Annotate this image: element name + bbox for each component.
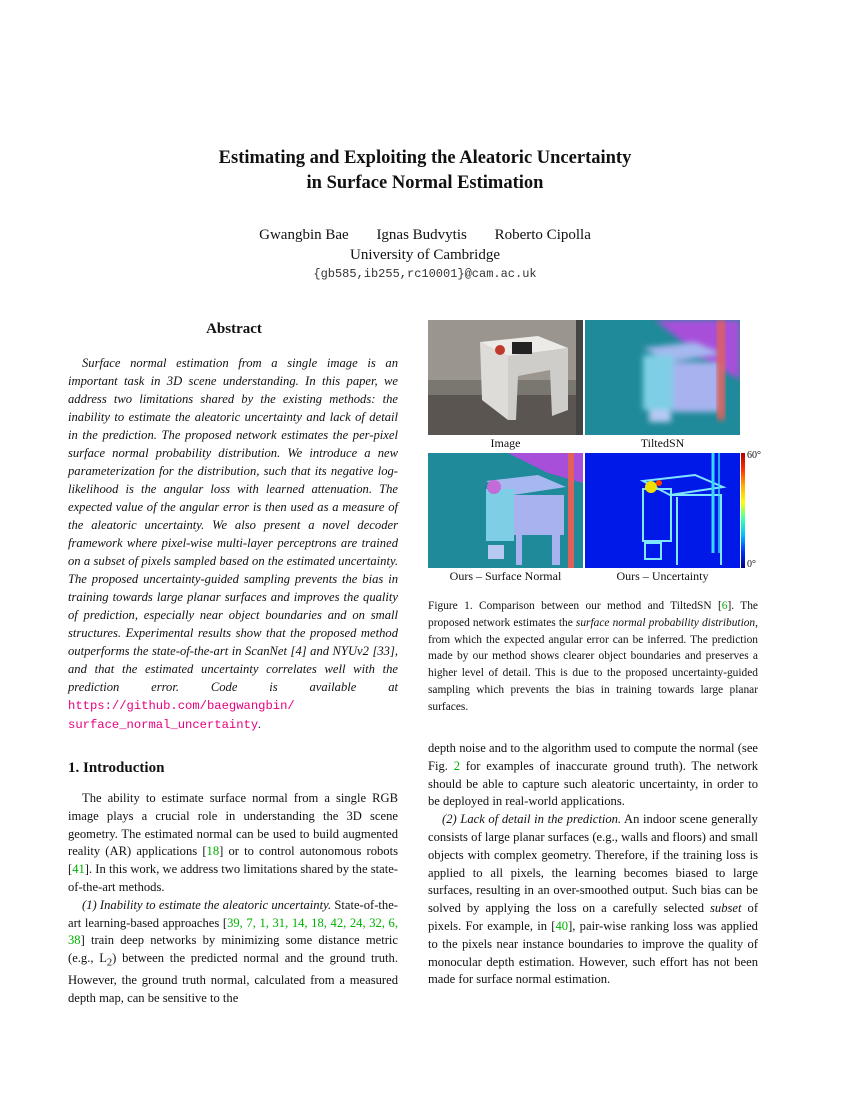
author-1: Gwangbin Bae [259, 227, 349, 243]
intro-p2-a: State-of-the-art learning-based approaches [ [68, 897, 399, 930]
caption-part-b: ]. The proposed network estimates the [428, 600, 758, 629]
author-list [0, 225, 850, 245]
author-emails: {gb585,ib255,rc10001}@cam.ac.uk [313, 267, 537, 281]
code-link-1[interactable]: https://github.com/baegwangbin/ [68, 699, 295, 713]
col2-paragraph-1 [428, 740, 758, 811]
col2-p1-b: for examples of inaccurate ground truth). The network should be able to capture such aleatoric uncertainty, in order to be deployed in real-world applications. [428, 758, 758, 809]
intro-p2-b: ] train deep networks by minimizing some distance metric (e.g., L [68, 933, 398, 966]
colorbar-min-label: 0° [747, 559, 756, 570]
intro-p2-c: ) between the predicted normal and the ground truth. However, the ground truth normal, calculated from a measured depth map, can be sensitive to the [68, 951, 398, 1006]
intro-p1-b: ] or to control autonomous robots [ [68, 844, 398, 877]
paper-title [0, 146, 850, 196]
ours-uncertainty-panel [585, 453, 740, 568]
author-2: Ignas Budvytis [376, 227, 467, 243]
caption-emphasis: surface normal probability distribution [575, 616, 756, 629]
intro-column-left [68, 790, 398, 1008]
col2-p2-c: ], pair-wise ranking loss was applied to the pixels near instance boundaries to improve the quality of monocular depth estimation. However, such effort has not been made for surface normal estimation. [428, 918, 758, 987]
intro-p2-emphasis: (1) Inability to estimate the aleatoric uncertainty. [82, 897, 332, 912]
abstract-heading: Abstract [206, 321, 262, 337]
col2-paragraph-2 [428, 811, 758, 989]
rgb-photo-illustration [428, 320, 583, 435]
col2-p2-a: An indoor scene generally consists of large planar surfaces (e.g., walls and floors) and small objects with complex geometry. Therefore, if the training loss is applied to all pixels, the learning becomes biased to large surfaces, resulting in an over-smoothed output. Such bias can be solved by applying the loss on a carefully selected [428, 812, 758, 916]
section-1-heading: 1. Introduction [68, 760, 165, 776]
author-3: Roberto Cipolla [494, 227, 591, 243]
citation-18[interactable]: 18 [206, 844, 220, 859]
affiliation: University of Cambridge [350, 247, 500, 263]
abstract-end: . [258, 717, 262, 731]
citation-40[interactable]: 40 [555, 918, 569, 933]
ours-normal-panel [428, 453, 583, 568]
caption-part-a: Figure 1. Comparison between our method and TiltedSN [ [428, 600, 722, 612]
citation-list[interactable]: 39, 7, 1, 31, 14, 18, 42, 24, 32, 6, 38 [68, 915, 398, 948]
intro-paragraph-2 [68, 897, 398, 1008]
citation-41[interactable]: 41 [72, 862, 85, 877]
intro-column-right [428, 740, 758, 989]
tiltedsn-normal-map [585, 320, 740, 435]
col2-p1-a: depth noise and to the algorithm used to compute the normal (see Fig. [428, 741, 758, 773]
figure-2-ref[interactable]: 2 [453, 758, 461, 773]
caption-citation[interactable]: 6 [721, 600, 728, 612]
figure-1-caption [428, 598, 758, 716]
caption-part-c: , from which the expected angular error can be inferred. The prediction made by our method shows clearer object boundaries and preserves a higher level of detail. This is due to the proposed uncertainty-guided sampling which prevents the bias in training towards large planar surfaces. [428, 616, 758, 713]
ours-normal-map [428, 453, 583, 568]
col2-p2-emphasis: (2) Lack of detail in the prediction. [442, 812, 622, 827]
title-line-1: Estimating and Exploiting the Aleatoric Uncertainty [218, 148, 632, 168]
tiltedsn-panel [585, 320, 740, 435]
uncertainty-map [585, 453, 740, 568]
label-tiltedsn: TiltedSN [640, 436, 685, 450]
col2-p2-emphasis-subset: subset [710, 901, 742, 916]
intro-p1-c: ]. In this work, we address two limitations shared by the state-of-the-art methods. [68, 862, 398, 894]
l2-subscript: 2 [106, 957, 113, 969]
intro-p1-a: The ability to estimate surface normal from a single RGB image plays a crucial role in understanding the 3D scene geometry. The estimated normal can be used to build augmented reality (AR) applications [ [68, 791, 398, 859]
label-ours-uncertainty: Ours – Uncertainty [616, 569, 709, 583]
colorbar-max-label: 60° [747, 450, 761, 461]
rgb-image-panel [428, 320, 583, 435]
title-line-2: in Surface Normal Estimation [306, 173, 544, 193]
abstract-body [68, 354, 398, 734]
uncertainty-colorbar [741, 453, 745, 568]
abstract-text: Surface normal estimation from a single image is an important task in 3D scene understanding. In this paper, we address two limitations shared by the existing methods: the inability to estimate the aleatoric uncertainty and lack of detail in the prediction. The proposed network estimates the per-pixel surface normal probability distribution. We introduce a new parameterization for the distribution, such that its negative log-likelihood is the angular loss with learned attenuation. The expected value of the angular error is then used as a measure of the aleatoric uncertainty. We also present a novel decoder framework where pixel-wise multi-layer perceptrons are trained on a subset of pixels sampled based on the estimated uncertainty. The proposed uncertainty-guided sampling prevents the bias in training towards large planar surfaces and improves the quality of prediction, especially near object boundaries and on small structures. Experimental results show that the proposed method outperforms the state-of-the-art in ScanNet [4] and NYUv2 [33], and that the estimated uncertainty correlates well with the prediction error. Code is available at [68, 356, 398, 694]
code-link-2[interactable]: surface_normal_uncertainty [68, 718, 259, 732]
label-image: Image [490, 436, 521, 450]
label-ours-normal: Ours – Surface Normal [449, 569, 562, 583]
col2-p2-b: of pixels. For example, in [ [428, 901, 759, 933]
intro-paragraph-1 [68, 790, 398, 897]
